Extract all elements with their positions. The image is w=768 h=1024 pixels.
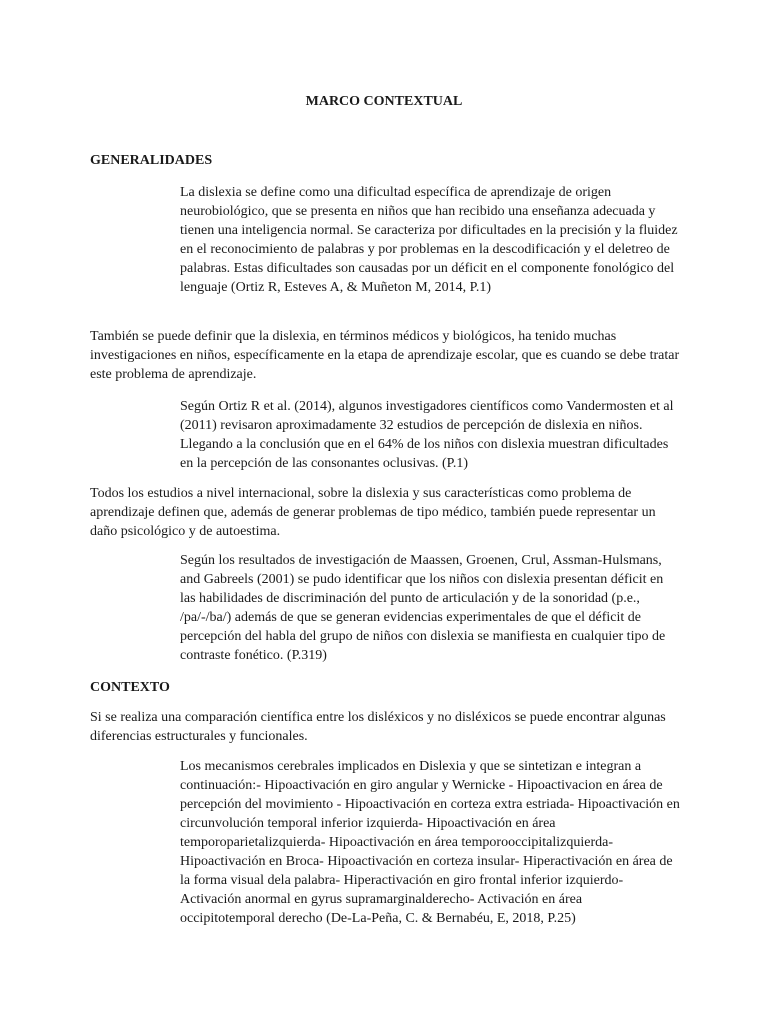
block-quote-ortiz: Según Ortiz R et al. (2014), algunos investigadores científicos como Vandermosten et al (2011) revisaron aproximadamente 32 estudios de percepción de dislexia en niños. Llegando a la conclusión que en el 64% de los niños con dislexia muestran dificultades en la percepción de las consonantes oclusivas. (P.1)	[180, 399, 674, 471]
section-heading-contexto: CONTEXTO	[90, 680, 170, 695]
paragraph-international-studies: Todos los estudios a nivel internacional, sobre la dislexia y sus características como problema de aprendizaje definen que, además de generar problemas de tipo médico, también puede representar un daño psicológico y de autoestima.	[90, 486, 656, 539]
document-title: MARCO CONTEXTUAL	[305, 94, 463, 109]
section-heading-generalidades: GENERALIDADES	[90, 153, 213, 168]
paragraph-medical-definition: También se puede definir que la dislexia, en términos médicos y biológicos, ha tenido muchas investigaciones en niños, específicamente en la etapa de aprendizaje escolar, que es cuando se debe tratar este problema de aprendizaje.	[90, 329, 680, 382]
block-quote-maassen: Según los resultados de investigación de Maassen, Groenen, Crul, Assman-Hulsmans, and Gabreels (2001) se pudo identificar que los niños con dislexia presentan déficit en las habilidades de discriminación del punto de articulación y de la sonoridad (p.e., /pa/-/ba/) además de que se generan evidencias experimentales de que el déficit de percepción del habla del grupo de niños con dislexia se manifiesta en cualquier tipo de contraste fonético. (P.319)	[180, 553, 666, 663]
paragraph-comparison: Si se realiza una comparación científica entre los disléxicos y no disléxicos se puede encontrar algunas diferencias estructurales y funcionales.	[90, 710, 666, 744]
block-quote-mechanisms: Los mecanismos cerebrales implicados en Dislexia y que se sintetizan e integran a continuación:- Hipoactivación en giro angular y Wernicke - Hipoactivacion en área de percepción del movimiento - Hipoactivación en corteza extra estriada- Hipoactivación en circunvolución temporal inferior izquierda- Hipoactivación en área temporoparietalizquierda- Hipoactivación en área temporooccipitalizquierda- Hipoactivación en Broca- Hipoactivación en corteza insular- Hiperactivación en área de la forma visual dela palabra- Hiperactivación en giro frontal inferior izquierdo- Activación anormal en gyrus supramarginalderecho- Activación en área occipitotemporal derecho (De-La-Peña, C. & Bernabéu, E, 2018, P.25)	[180, 759, 680, 926]
block-quote-definition: La dislexia se define como una dificultad específica de aprendizaje de origen neurobiológico, que se presenta en niños que han recibido una enseñanza adecuada y tienen una inteligencia normal. Se caracteriza por dificultades en la precisión y la fluidez en el reconocimiento de palabras y por problemas en la descodificación y el deletreo de palabras. Estas dificultades son causadas por un déficit en el componente fonológico del lenguaje (Ortiz R, Esteves A, & Muñeton M, 2014, P.1)	[180, 185, 678, 295]
